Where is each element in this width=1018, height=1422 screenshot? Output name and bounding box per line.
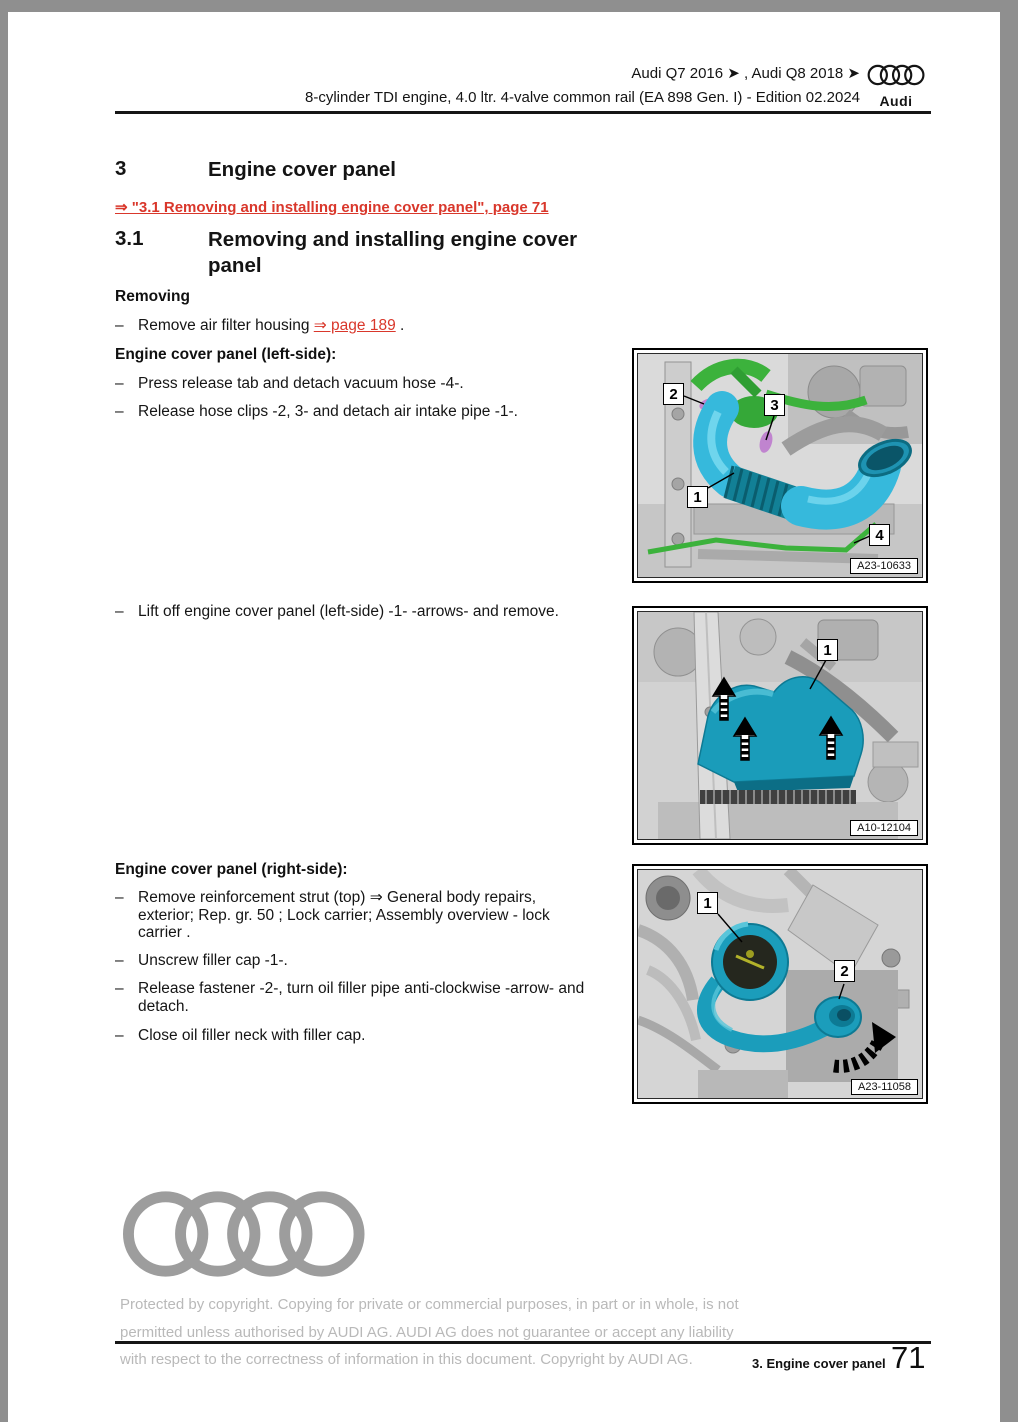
section-number: 3 bbox=[115, 157, 127, 180]
step-close-oil-filler-neck bbox=[115, 1027, 615, 1045]
fig2-callout-1: 1 bbox=[817, 639, 838, 661]
fig1-callout-1: 1 bbox=[687, 486, 708, 508]
footer-chapter: 3. Engine cover panel bbox=[752, 1356, 886, 1371]
list-dash: – bbox=[115, 1027, 124, 1044]
fig1-callout-3: 3 bbox=[764, 394, 785, 416]
page-189-link[interactable]: ⇒ page 189 bbox=[313, 317, 396, 334]
step-text: Unscrew filler cap -1-. bbox=[138, 952, 288, 969]
step-release-hose-clips bbox=[115, 403, 615, 421]
fig2-id-label: A10-12104 bbox=[850, 820, 918, 836]
left-side-heading: Engine cover panel (left-side): bbox=[115, 346, 337, 363]
copyright-line-2: permitted unless authorised by AUDI AG. AUDI AG does not guarantee or accept any liability bbox=[120, 1324, 734, 1341]
list-dash: – bbox=[115, 980, 124, 997]
section-title: Engine cover panel bbox=[208, 158, 396, 181]
step-remove-air-filter bbox=[115, 317, 615, 335]
right-side-heading: Engine cover panel (right-side): bbox=[115, 861, 348, 878]
fig1-callout-2: 2 bbox=[663, 383, 684, 405]
subsection-title: Removing and installing engine cover panel bbox=[208, 228, 578, 277]
step-text bbox=[138, 317, 615, 335]
list-dash: – bbox=[115, 403, 124, 420]
removing-heading: Removing bbox=[115, 288, 190, 305]
header-engine-text: 8-cylinder TDI engine, 4.0 ltr. 4-valve common rail (EA 898 Gen. I) - Edition 02.2024 bbox=[305, 89, 860, 106]
audi-rings-watermark-icon bbox=[123, 1189, 365, 1279]
header-rule bbox=[115, 111, 931, 114]
audi-logo bbox=[866, 63, 926, 109]
copyright-line-3: with respect to the correctness of information in this document. Copyright by AUDI AG. bbox=[120, 1351, 693, 1368]
copyright-line-1: Protected by copyright. Copying for private or commercial purposes, in part or in whole, is not bbox=[120, 1296, 739, 1313]
step-lift-off-cover bbox=[115, 603, 610, 621]
step-text: Remove reinforcement strut (top) ⇒ General body repairs, exterior; Rep. gr. 50 ; Lock carrier; Assembly overview - lock carrier . bbox=[138, 889, 550, 941]
footer-page-number: 71 bbox=[891, 1340, 926, 1375]
step-release-fastener bbox=[115, 980, 635, 1015]
step-text: Lift off engine cover panel (left-side) -1- -arrows- and remove. bbox=[138, 603, 559, 620]
fig1-callout-4: 4 bbox=[869, 524, 890, 546]
figure2-cover-panel-illustration bbox=[638, 612, 922, 839]
fig1-id-label: A23-10633 bbox=[850, 558, 918, 574]
step-text-post: . bbox=[395, 317, 405, 334]
step-text: Close oil filler neck with filler cap. bbox=[138, 1027, 366, 1044]
step-unscrew-filler-cap bbox=[115, 952, 615, 970]
step-text-pre: Remove air filter housing bbox=[138, 317, 314, 334]
audi-brand-text: Audi bbox=[879, 93, 913, 109]
step-press-release-tab bbox=[115, 375, 615, 393]
list-dash: – bbox=[115, 952, 124, 969]
subsection-number: 3.1 bbox=[115, 227, 144, 250]
header-models-text: Audi Q7 2016 ➤ , Audi Q8 2018 ➤ bbox=[631, 65, 860, 82]
fig3-callout-1: 1 bbox=[697, 892, 718, 914]
list-dash: – bbox=[115, 889, 124, 906]
section-reference-link[interactable]: ⇒ "3.1 Removing and installing engine cover panel", page 71 bbox=[115, 199, 549, 216]
step-text: Release hose clips -2, 3- and detach air intake pipe -1-. bbox=[138, 403, 518, 420]
fig3-callout-2: 2 bbox=[834, 960, 855, 982]
figure3-oil-filler-illustration bbox=[638, 870, 922, 1098]
list-dash: – bbox=[115, 317, 124, 334]
figure-oil-filler-pipe bbox=[632, 864, 928, 1104]
figure-cover-panel-arrows bbox=[632, 606, 928, 845]
list-dash: – bbox=[115, 603, 124, 620]
step-remove-reinforcement-strut bbox=[115, 889, 585, 942]
fig3-id-label: A23-11058 bbox=[851, 1079, 918, 1095]
footer-rule bbox=[115, 1341, 931, 1344]
figure-air-intake-pipe bbox=[632, 348, 928, 583]
step-text: Press release tab and detach vacuum hose -4-. bbox=[138, 375, 464, 392]
list-dash: – bbox=[115, 375, 124, 392]
step-text: Release fastener -2-, turn oil filler pipe anti-clockwise -arrow- and detach. bbox=[138, 980, 585, 1015]
audi-rings-icon bbox=[867, 63, 925, 87]
